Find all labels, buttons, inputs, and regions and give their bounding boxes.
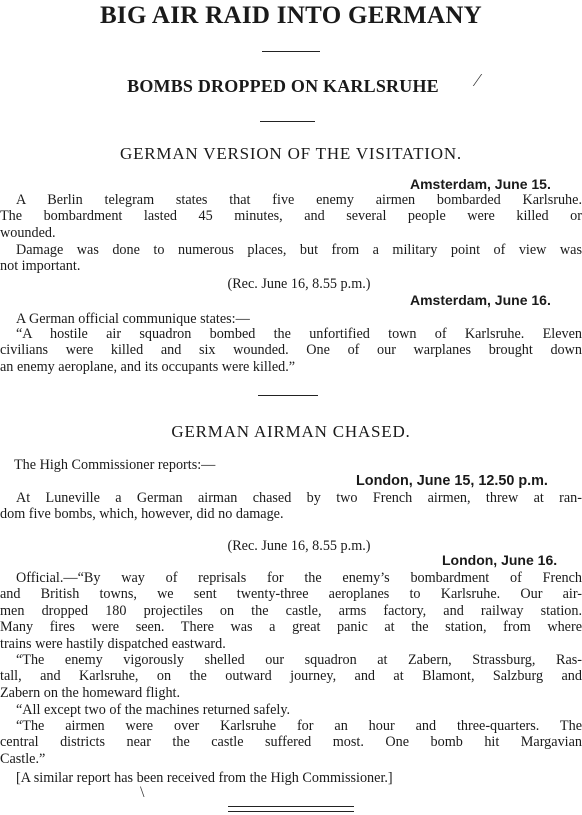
subheadline-rule (260, 121, 315, 122)
text-line: Official.—“By way of reprisals for the enemy’s bombardment of French (16, 570, 582, 586)
ink-mark: ⁄ (476, 70, 480, 90)
text-line: Castle.” (0, 750, 46, 767)
text-line: and British towns, we sent twenty-three aeroplanes to Karlsruhe. Our air- (0, 586, 582, 603)
dateline-amsterdam-june-16: Amsterdam, June 16. (410, 292, 551, 308)
quote-communique (0, 326, 582, 375)
paragraph-similar-report: [A similar report has been received from the High Commissioner.] (16, 770, 393, 786)
paragraph-damage (0, 242, 582, 275)
paragraph-luneville (0, 490, 582, 523)
paragraph-communique-intro: A German official communique states:— (16, 311, 250, 327)
text-line: tall, and Karlsruhe, on the outward journey, and at Blamont, Salzburg and (0, 668, 582, 685)
dateline-london-june-16: London, June 16. (442, 552, 558, 568)
text-line: trains were hastily dispatched eastward. (0, 635, 226, 652)
paragraph-returned: “All except two of the machines returned safely. (16, 702, 291, 718)
paragraph-berlin-telegram (0, 192, 582, 241)
section-heading-airman-chased: GERMAN AIRMAN CHASED. (171, 422, 411, 441)
closing-double-rule (228, 806, 354, 812)
ink-mark: \ (140, 784, 145, 801)
headline: BIG AIR RAID INTO GERMANY (99, 2, 483, 29)
section-heading-german-version: GERMAN VERSION OF THE VISITATION. (120, 144, 462, 163)
paragraph-over-karlsruhe (0, 718, 582, 767)
paragraph-official (0, 570, 582, 652)
text-line: “A hostile air squadron bombed the unfortified town of Karlsruhe. Eleven (16, 326, 582, 342)
text-line: “The airmen were over Karlsruhe for an hour and three-quarters. The (16, 718, 582, 734)
received-note-2: (Rec. June 16, 8.55 p.m.) (227, 538, 371, 554)
text-line: “The enemy vigorously shelled our squadron at Zabern, Strassburg, Ras- (16, 652, 582, 668)
received-note-1: (Rec. June 16, 8.55 p.m.) (227, 276, 371, 292)
text-line: A Berlin telegram states that five enemy airmen bombarded Karlsruhe. (16, 192, 582, 208)
text-line: men dropped 180 projectiles on the castle, arms factory, and railway station. (0, 602, 582, 619)
text-line: Damage was done to numerous places, but from a military point of view was (16, 242, 582, 258)
paragraph-commissioner-reports: The High Commissioner reports:— (14, 457, 216, 473)
text-line: The bombardment lasted 45 minutes, and several people were killed or (0, 208, 582, 225)
text-line: Many fires were seen. There was a great panic at the station, from where (0, 619, 582, 636)
text-line: an enemy aeroplane, and its occupants were killed.” (0, 358, 296, 375)
dateline-text: London, June 15, 12.50 p.m. (356, 473, 548, 489)
paragraph-zabern (0, 652, 582, 701)
text-line: Zabern on the homeward flight. (0, 684, 181, 701)
subheadline: BOMBS DROPPED ON KARLSRUHE (127, 76, 439, 96)
dateline-london-june-15 (356, 473, 548, 490)
text-line: At Luneville a German airman chased by two French airmen, threw at ran- (16, 490, 582, 506)
headline-rule (262, 51, 320, 52)
text-line: central districts near the castle suffered most. One bomb hit Margavian (0, 734, 582, 751)
section-rule (258, 395, 318, 396)
text-line: dom five bombs, which, however, did no damage. (0, 506, 284, 523)
text-line: not important. (0, 258, 81, 275)
text-line: civilians were killed and six wounded. One of our warplanes brought down (0, 342, 582, 359)
text-line: wounded. (0, 224, 56, 241)
dateline-amsterdam-june-15: Amsterdam, June 15. (410, 176, 551, 192)
